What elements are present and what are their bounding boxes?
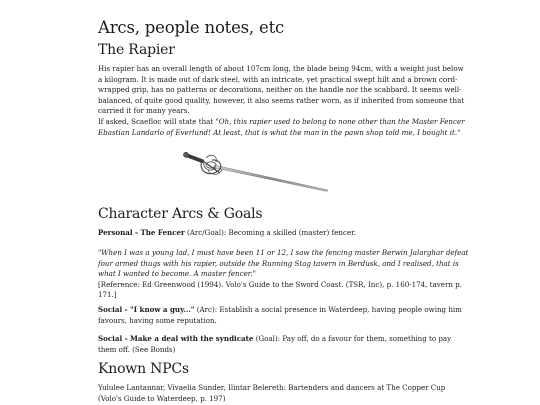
arc-personal-quote-block — [98, 248, 470, 301]
arc-social-guy — [98, 305, 470, 326]
rapier-quote: "Oh, this rapier used to belong to none other than the Master Fencer Ebastian Landarlo of Everlund! At least, that is what the man in the pawn shop told me, I bought it." — [98, 116, 465, 137]
arc-personal-label: Personal - The Fencer — [98, 228, 185, 237]
arc-social-guy-label: Social - "I know a guy..." — [98, 305, 195, 314]
rapier-quote-intro: If asked, Scaefloc will state that — [98, 116, 216, 126]
arcs-heading: Character Arcs & Goals — [98, 206, 263, 222]
npcs-text: Yululee Lantannar, Vivaelia Sunder, Ilintar Belereth: Bartenders and dancers at The Copper Cup (Volo's Guide to Waterdeep, p. 197) — [98, 383, 446, 403]
rapier-heading: The Rapier — [98, 42, 175, 58]
rapier-description-text: His rapier has an overall length of about 107cm long, the blade being 94cm, with a weight just below a kilogram. It is made out of dark steel, with an intricate, yet practical swept hilt and a brown cord-wrapped grip, has no patterns or decorations, neither on the handle nor the scabbard. It seems well-balanced, of quite good quality, however, it also seems rather worn, as if inherited from someone that carried it for many years. — [98, 64, 465, 116]
arc-social-syndicate-text: (Goal): Pay off, do a favour for them, something to pay them off. (See Bonds) — [98, 334, 452, 354]
arc-social-syndicate — [98, 334, 470, 355]
arc-personal — [98, 228, 470, 239]
arc-personal-quote: "When I was a young lad, I must have been 11 or 12, I saw the fencing master Berwin Jalarghar defeat four armed thugs with his rapier, outside the Running Stag tavern in Berdusk, and I realised, that is what I wanted to become. A master fencer." — [98, 248, 469, 279]
rapier-description — [98, 64, 470, 138]
arc-social-syndicate-label: Social - Make a deal with the syndicate — [98, 334, 254, 343]
arc-personal-text: (Arc/Goal): Becoming a skilled (master) fencer. — [184, 228, 357, 237]
arc-social-guy-text: (Arc): Establish a social presence in Waterdeep, having people owing him favours, having some reputation. — [98, 305, 462, 325]
arc-personal-reference: [Reference: Ed Greenwood (1994). Volo's Guide to the Sword Coast. (TSR, Inc), p. 160-174, tavern p. 171.] — [98, 279, 462, 300]
npcs-heading: Known NPCs — [98, 361, 189, 377]
page-title: Arcs, people notes, etc — [98, 18, 285, 37]
rapier-image — [180, 148, 330, 193]
